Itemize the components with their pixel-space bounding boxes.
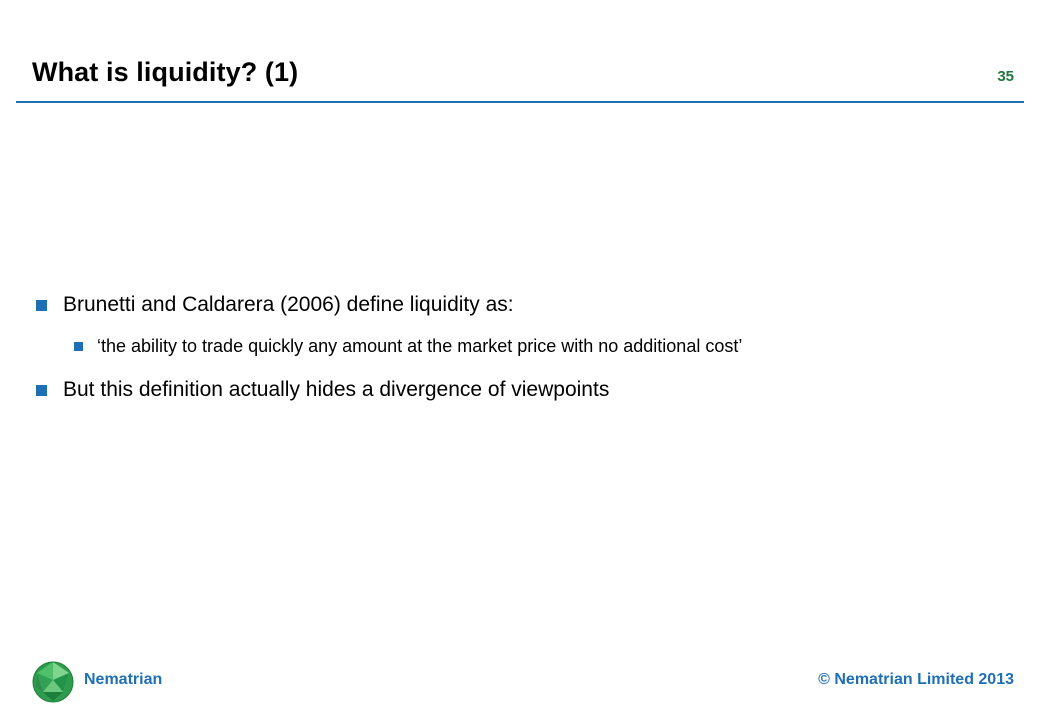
bullet-text: Brunetti and Caldarera (2006) define liquidity as: xyxy=(63,293,514,316)
polyhedron-logo-icon xyxy=(30,658,76,704)
bullet-square-icon xyxy=(36,300,47,311)
page-title: What is liquidity? (1) xyxy=(32,57,299,87)
bullet-item xyxy=(74,335,996,358)
bullet-square-icon xyxy=(74,342,83,351)
footer-copyright: © Nematrian Limited 2013 xyxy=(818,671,1014,688)
slide-body xyxy=(36,292,996,420)
title-divider xyxy=(16,101,1024,103)
bullet-square-icon xyxy=(36,385,47,396)
slide-number: 35 xyxy=(997,68,1014,85)
bullet-item xyxy=(36,292,996,319)
footer-brand: Nematrian xyxy=(84,671,163,688)
bullet-text: ‘the ability to trade quickly any amount at the market price with no additional cost’ xyxy=(97,335,743,356)
bullet-text: But this definition actually hides a divergence of viewpoints xyxy=(63,377,610,401)
bullet-item xyxy=(36,377,996,404)
